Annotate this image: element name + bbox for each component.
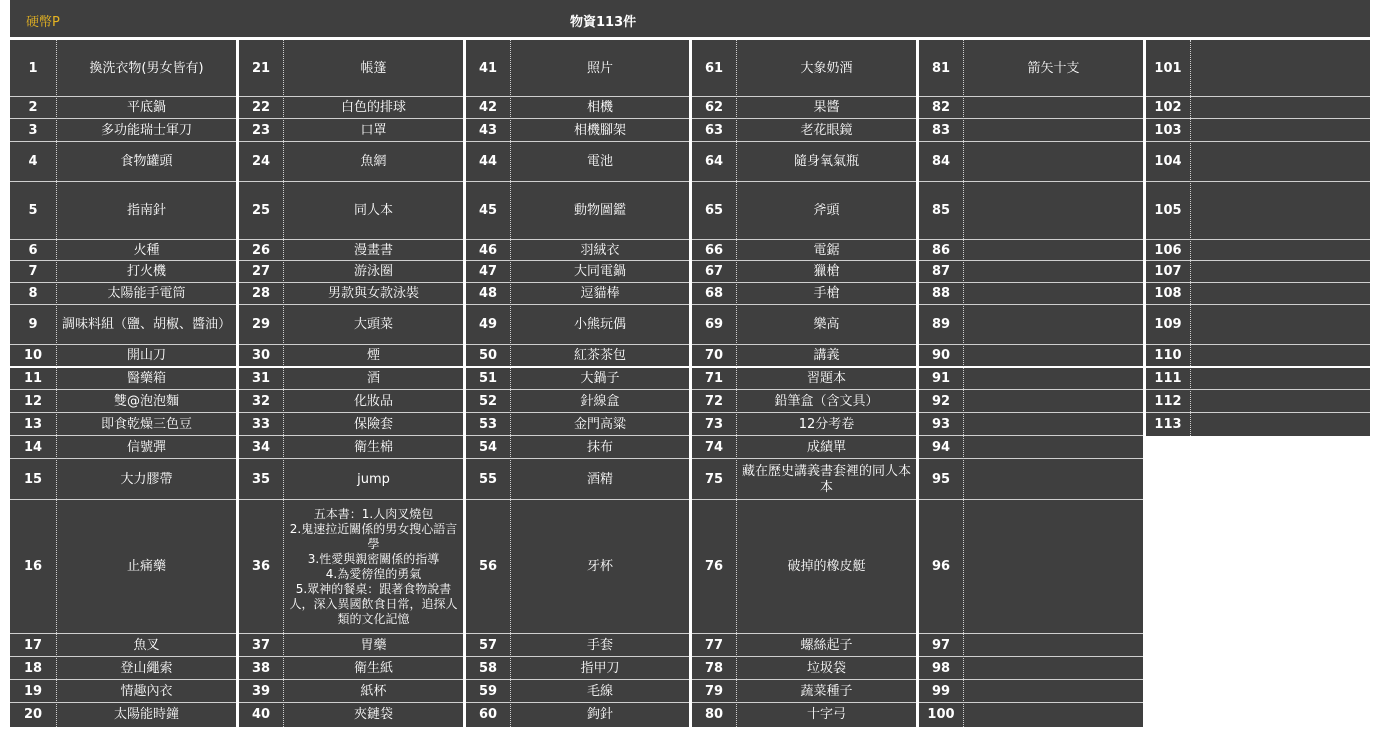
item-name: [1191, 261, 1370, 283]
item-name: 垃圾袋: [806, 660, 846, 676]
item-number: 23: [251, 122, 271, 138]
item-name: 成績單: [806, 439, 846, 455]
item-name: 手槍: [813, 286, 840, 301]
item-name: [1191, 240, 1370, 261]
item-number: 44: [478, 154, 498, 169]
item-name: [964, 500, 1143, 634]
item-name: 開山刀: [126, 348, 166, 363]
item-name: 針線盒: [580, 393, 620, 409]
item-name: 獵槍: [813, 264, 840, 279]
item-name: 太陽能手電筒: [107, 286, 186, 301]
item-name: 講義: [813, 348, 840, 363]
item-number: 106: [1154, 242, 1182, 258]
item-name: 破掉的橡皮艇: [787, 559, 866, 574]
item-name: 隨身氧氣瓶: [793, 154, 859, 169]
item-number: 18: [23, 660, 43, 676]
item-number: 56: [478, 559, 498, 574]
title-bar: [10, 0, 1370, 37]
item-number: 62: [704, 100, 724, 115]
item-number: 35: [251, 471, 271, 487]
item-name: 平底鍋: [126, 100, 166, 115]
item-name: [964, 459, 1143, 500]
item-number: 5: [28, 203, 38, 218]
item-name: 白色的排球: [340, 100, 406, 115]
item-name: 口罩: [360, 122, 387, 138]
item-number: 89: [931, 317, 951, 332]
item-number: 86: [931, 242, 951, 258]
item-number: 29: [251, 317, 271, 332]
item-number: 58: [478, 660, 498, 676]
item-number: 46: [478, 242, 498, 258]
item-name: 帳篷: [360, 60, 387, 76]
item-number: 55: [478, 471, 498, 487]
item-name: 大鍋子: [580, 370, 620, 386]
item-number: 109: [1154, 317, 1182, 332]
item-number: 9: [28, 317, 38, 332]
item-name: [1191, 345, 1370, 367]
item-name: [964, 240, 1143, 261]
item-name: 金門高粱: [573, 416, 626, 432]
item-number: 74: [704, 439, 724, 455]
item-number: 112: [1154, 393, 1182, 409]
item-name: 大力膠帶: [120, 471, 173, 487]
item-name: 即食乾燥三色豆: [100, 416, 192, 432]
item-count: 物資113件: [570, 15, 637, 30]
item-number: 59: [478, 683, 498, 699]
item-number: 82: [931, 100, 951, 115]
item-name: 火種: [133, 242, 160, 258]
item-name: 電鋸: [813, 242, 840, 258]
item-name: 蔬菜種子: [800, 683, 853, 699]
item-name: [1191, 142, 1370, 182]
item-name: 醫藥箱: [126, 370, 166, 386]
item-number: 90: [931, 348, 951, 363]
item-name: [964, 345, 1143, 367]
item-name: jump: [357, 471, 390, 487]
item-number: 25: [251, 203, 271, 218]
item-name: 紙杯: [360, 683, 387, 699]
item-number: 76: [704, 559, 724, 574]
item-name: [964, 413, 1143, 436]
item-name: [964, 97, 1143, 119]
item-number: 108: [1154, 286, 1182, 301]
item-number: 33: [251, 416, 271, 432]
item-name: [1191, 119, 1370, 142]
item-number: 22: [251, 100, 271, 115]
item-number: 66: [704, 242, 724, 258]
item-name: [964, 119, 1143, 142]
item-number: 17: [23, 637, 43, 653]
item-name: 魚叉: [133, 637, 160, 653]
item-name: 大頭菜: [353, 317, 393, 332]
item-number: 52: [478, 393, 498, 409]
item-number: 67: [704, 264, 724, 279]
item-name: 調味料組（鹽、胡椒、醬油）: [61, 317, 231, 332]
item-name: 信號彈: [126, 439, 166, 455]
item-name: 大同電鍋: [573, 264, 626, 279]
item-name: [964, 283, 1143, 305]
item-number: 69: [704, 317, 724, 332]
item-number: 72: [704, 393, 724, 409]
item-number: 92: [931, 393, 951, 409]
item-name: 鉛筆盒（含文具）: [774, 393, 879, 409]
item-number: 15: [23, 471, 43, 487]
item-number: 101: [1154, 60, 1182, 76]
item-number: 94: [931, 439, 951, 455]
item-number: 63: [704, 122, 724, 138]
item-number: 27: [251, 264, 271, 279]
item-number: 99: [931, 683, 951, 699]
item-number: 24: [251, 154, 271, 169]
item-name: 照片: [586, 60, 613, 76]
item-number: 113: [1154, 416, 1182, 432]
item-name: [1191, 305, 1370, 345]
item-name: 十字弓: [806, 707, 846, 722]
item-name: [1191, 390, 1370, 413]
item-number: 8: [28, 286, 38, 301]
item-name: 樂高: [813, 317, 840, 332]
item-number: 105: [1154, 203, 1182, 218]
item-number: 60: [478, 707, 498, 722]
item-number: 64: [704, 154, 724, 169]
item-number: 73: [704, 416, 724, 432]
item-name: 鉤針: [586, 707, 613, 722]
item-number: 65: [704, 203, 724, 218]
item-name: 止痛藥: [126, 559, 166, 574]
item-number: 96: [931, 559, 951, 574]
item-number: 97: [931, 637, 951, 653]
item-number: 4: [28, 154, 38, 169]
item-name: 箭矢十支: [1027, 60, 1080, 76]
item-name: [964, 703, 1143, 727]
item-name: 太陽能時鐘: [113, 707, 179, 722]
item-name: 漫畫書: [353, 242, 393, 258]
item-number: 80: [704, 707, 724, 722]
item-number: 84: [931, 154, 951, 169]
item-name: 男款與女款泳裝: [327, 286, 419, 301]
item-number: 102: [1154, 100, 1182, 115]
item-number: 79: [704, 683, 724, 699]
item-name: 換洗衣物(男女皆有): [89, 60, 204, 76]
item-number: 6: [28, 242, 38, 258]
item-number: 31: [251, 370, 271, 386]
item-number: 19: [23, 683, 43, 699]
item-name: 牙杯: [586, 559, 613, 574]
item-name: [1191, 97, 1370, 119]
item-name: 螺絲起子: [800, 637, 853, 653]
item-number: 85: [931, 203, 951, 218]
item-name: 五本書：1.人肉叉燒包 2.鬼速拉近關係的男女搜心語言學 3.性愛與親密關係的指導 4.為愛徬徨的勇氣 5.眾神的餐桌：跟著食物說書人，深入異國飲食日常，追探人類的文化記憶: [289, 507, 458, 626]
item-name: 抹布: [586, 439, 613, 455]
item-number: 28: [251, 286, 271, 301]
item-name: 登山繩索: [120, 660, 173, 676]
item-number: 20: [23, 707, 43, 722]
item-name: 打火機: [126, 264, 166, 279]
item-name: 化妝品: [353, 393, 393, 409]
item-name: 毛線: [586, 683, 613, 699]
item-number: 111: [1154, 370, 1182, 386]
item-name: [964, 657, 1143, 680]
item-number: 21: [251, 60, 271, 76]
item-name: [1191, 283, 1370, 305]
item-number: 43: [478, 122, 498, 138]
item-name: [964, 390, 1143, 413]
item-number: 87: [931, 264, 951, 279]
item-number: 12: [23, 393, 43, 409]
item-name: 小熊玩偶: [573, 317, 626, 332]
item-number: 103: [1154, 122, 1182, 138]
item-name: [1191, 40, 1370, 97]
item-number: 45: [478, 203, 498, 218]
item-number: 36: [251, 559, 271, 574]
item-name: [964, 261, 1143, 283]
item-name: 斧頭: [813, 203, 840, 218]
item-name: 大象奶酒: [800, 60, 853, 76]
item-number: 71: [704, 370, 724, 386]
item-name: 藏在歷史講義書套裡的同人本本: [741, 463, 911, 495]
item-number: 40: [251, 707, 271, 722]
item-number: 34: [251, 439, 271, 455]
coin-label: 硬幣P: [26, 15, 60, 30]
item-name: 12分考卷: [798, 416, 855, 432]
item-number: 77: [704, 637, 724, 653]
item-name: [1191, 413, 1370, 436]
item-name: 指甲刀: [580, 660, 620, 676]
item-number: 13: [23, 416, 43, 432]
item-name: 習題本: [806, 370, 846, 386]
item-number: 70: [704, 348, 724, 363]
item-name: 夾鏈袋: [353, 707, 393, 722]
item-number: 32: [251, 393, 271, 409]
item-name: [964, 436, 1143, 459]
item-number: 110: [1154, 348, 1182, 363]
item-name: [1191, 182, 1370, 240]
item-name: 電池: [586, 154, 613, 169]
item-name: 果醬: [813, 100, 840, 115]
item-name: 動物圖鑑: [573, 203, 626, 218]
item-number: 14: [23, 439, 43, 455]
item-name: [964, 367, 1143, 390]
item-number: 61: [704, 60, 724, 76]
item-number: 95: [931, 471, 951, 487]
item-name: 胃藥: [360, 637, 387, 653]
item-number: 26: [251, 242, 271, 258]
item-number: 39: [251, 683, 271, 699]
item-number: 57: [478, 637, 498, 653]
item-number: 7: [28, 264, 38, 279]
item-number: 2: [28, 100, 38, 115]
item-number: 88: [931, 286, 951, 301]
item-number: 48: [478, 286, 498, 301]
item-name: [1191, 367, 1370, 390]
item-name: 衛生紙: [353, 660, 393, 676]
item-number: 11: [23, 370, 43, 386]
item-number: 93: [931, 416, 951, 432]
item-name: 游泳圈: [353, 264, 393, 279]
item-number: 38: [251, 660, 271, 676]
item-number: 47: [478, 264, 498, 279]
item-number: 3: [28, 122, 38, 138]
item-name: 指南針: [126, 203, 166, 218]
item-number: 75: [704, 471, 724, 487]
item-name: [964, 680, 1143, 703]
item-name: 酒精: [586, 471, 613, 487]
item-number: 100: [927, 707, 955, 722]
item-name: [964, 634, 1143, 657]
item-name: 食物罐頭: [120, 154, 173, 169]
item-number: 104: [1154, 154, 1182, 169]
item-number: 107: [1154, 264, 1182, 279]
item-name: [964, 142, 1143, 182]
item-name: 老花眼鏡: [800, 122, 853, 138]
item-number: 49: [478, 317, 498, 332]
item-number: 54: [478, 439, 498, 455]
item-number: 81: [931, 60, 951, 76]
item-number: 91: [931, 370, 951, 386]
item-name: [964, 182, 1143, 240]
item-number: 98: [931, 660, 951, 676]
item-number: 53: [478, 416, 498, 432]
item-name: 相機: [586, 100, 613, 115]
item-number: 68: [704, 286, 724, 301]
item-name: 相機腳架: [573, 122, 626, 138]
item-number: 10: [23, 348, 43, 363]
item-number: 83: [931, 122, 951, 138]
item-number: 1: [28, 60, 38, 76]
item-name: 情趣內衣: [120, 683, 173, 699]
item-name: 多功能瑞士軍刀: [100, 122, 192, 138]
item-name: 保險套: [353, 416, 393, 432]
item-name: 紅茶茶包: [573, 348, 626, 363]
item-name: 逗貓棒: [580, 286, 620, 301]
item-number: 42: [478, 100, 498, 115]
item-number: 37: [251, 637, 271, 653]
item-number: 78: [704, 660, 724, 676]
item-name: 魚網: [360, 154, 387, 169]
item-number: 30: [251, 348, 271, 363]
item-number: 50: [478, 348, 498, 363]
item-number: 51: [478, 370, 498, 386]
item-number: 16: [23, 559, 43, 574]
item-name: 煙: [366, 348, 380, 363]
item-name: 同人本: [353, 203, 393, 218]
item-name: 手套: [586, 637, 613, 653]
item-name: 酒: [366, 370, 380, 386]
item-name: 衛生棉: [353, 439, 393, 455]
item-number: 41: [478, 60, 498, 76]
item-name: 雙@泡泡麵: [113, 393, 179, 409]
item-name: [964, 305, 1143, 345]
item-name: 羽絨衣: [580, 242, 620, 258]
